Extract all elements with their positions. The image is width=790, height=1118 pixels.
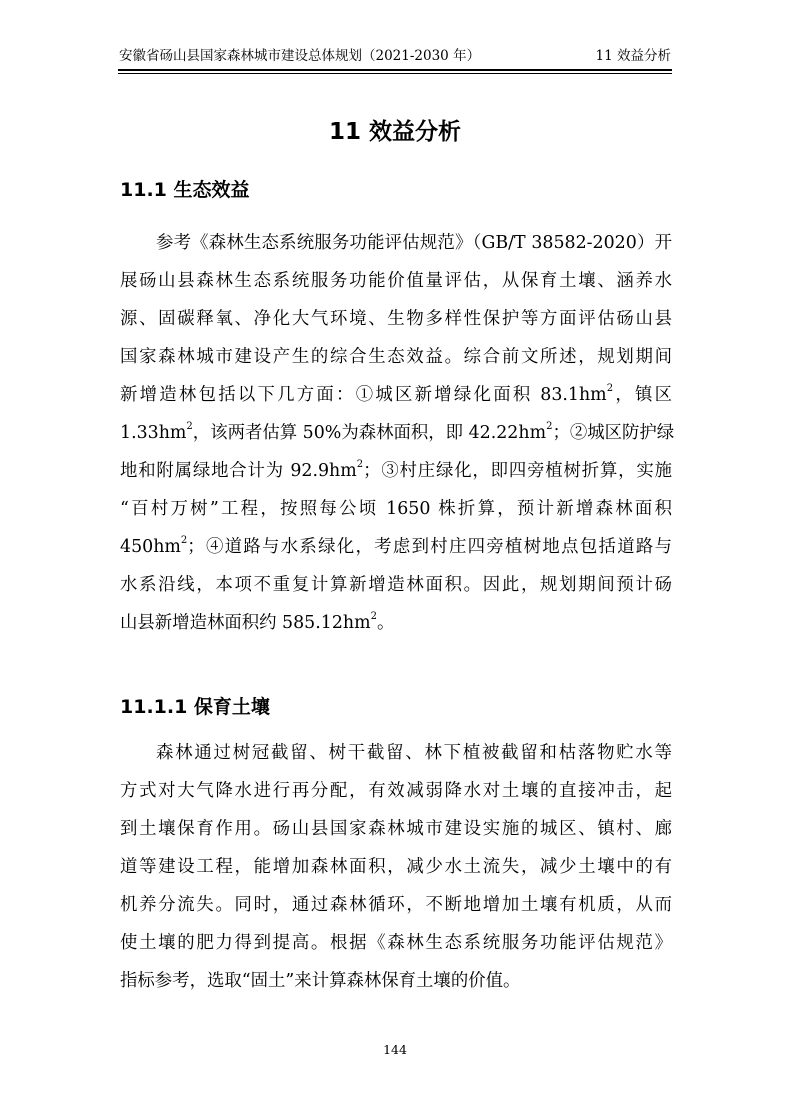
paragraph-line: 指标参考，选取“固土”来计算森林保育土壤的价值。 xyxy=(120,971,521,991)
paragraph-line: 展砀山县森林生态系统服务功能价值量评估，从保育土壤、涵养水 xyxy=(120,271,672,291)
header-document-title: 安徽省砀山县国家森林城市建设总体规划（2021-2030 年） xyxy=(119,48,481,64)
subsection-paragraph xyxy=(120,734,672,1000)
header-rule-thick xyxy=(118,69,672,71)
paragraph-line: 源、固碳释氧、净化大气环境、生物多样性保护等方面评估砀山县 xyxy=(120,309,672,329)
paragraph-line: 地和附属绿地合计为 $92.9hm^2$；③村庄绿化，即四旁植树折算，实施 xyxy=(120,459,672,481)
chapter-title: 11 效益分析 xyxy=(328,119,461,145)
paragraph-line: 方式对大气降水进行再分配，有效减弱降水对土壤的直接冲击，起 xyxy=(120,781,672,801)
header-chapter-label: 11 效益分析 xyxy=(595,48,671,64)
paragraph-line: 道等建设工程，能增加森林面积，减少水土流失，减少土壤中的有 xyxy=(120,857,672,877)
paragraph-line: 到土壤保育作用。砀山县国家森林城市建设实施的城区、镇村、廊 xyxy=(120,819,672,839)
paragraph-line: 参考《森林生态系统服务功能评估规范》（GB/T 38582-2020）开 xyxy=(156,233,672,253)
running-header xyxy=(119,46,671,70)
paragraph-line: 水系沿线，本项不重复计算新增造林面积。因此，规划期间预计砀 xyxy=(120,575,672,595)
subsection-title: 11.1.1 保育土壤 xyxy=(120,696,270,718)
section-paragraph xyxy=(120,224,675,642)
paragraph-line: 机养分流失。同时，通过森林循环，不断地增加土壤有机质，从而 xyxy=(120,895,672,915)
paragraph-line: 国家森林城市建设产生的综合生态效益。综合前文所述，规划期间 xyxy=(120,347,672,367)
paragraph-line: 森林通过树冠截留、树干截留、林下植被截留和枯落物贮水等 xyxy=(156,743,672,763)
paragraph-line: 山县新增造林面积约 $585.12hm^2$。 xyxy=(120,611,395,633)
paragraph-line: $1.33hm^2$，该两者估算 50%为森林面积，即 $42.22hm^2$；②城区防护绿 xyxy=(120,421,675,443)
paragraph-line: “百村万树”工程，按照每公顷 1650 株折算，预计新增森林面积 xyxy=(120,499,672,519)
paragraph-line: $450hm^2$；④道路与水系绿化，考虑到村庄四旁植树地点包括道路与 xyxy=(120,535,672,557)
paragraph-line: 使土壤的肥力得到提高。根据《森林生态系统服务功能评估规范》 xyxy=(120,933,672,953)
paragraph-line: 新增造林包括以下几方面：①城区新增绿化面积 $83.1hm^2$，镇区 xyxy=(120,383,672,405)
page-number: 144 xyxy=(383,1042,407,1057)
header-rule-thin xyxy=(118,73,672,74)
section-title: 11.1 生态效益 xyxy=(120,179,250,201)
